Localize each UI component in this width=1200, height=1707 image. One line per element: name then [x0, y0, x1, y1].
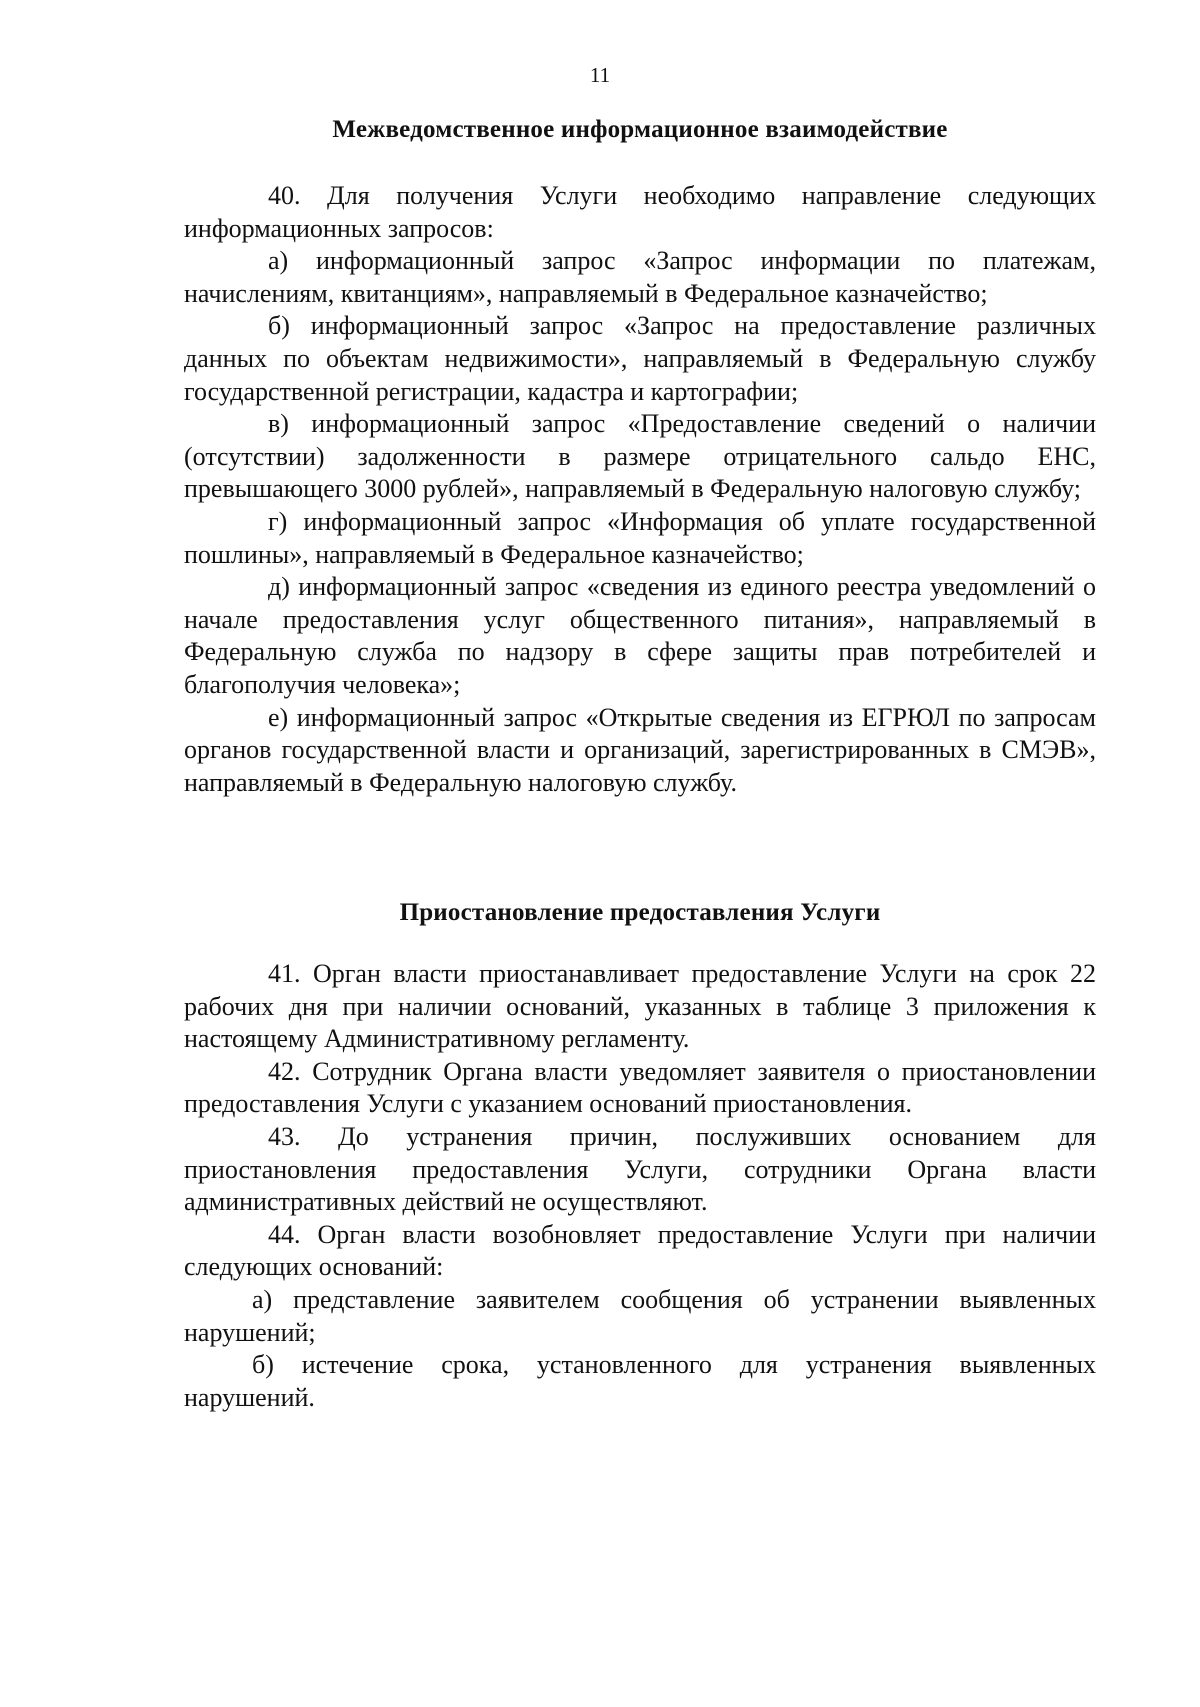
paragraph-40-d: д) информационный запрос «сведения из единого реестра уведомлений о начале предоставления услуг общественного питания», направляемый в Федеральную служба по надзору в сфере защиты прав потребителей и благополучия человека»; — [184, 572, 1096, 699]
paragraph-40-b: б) информационный запрос «Запрос на предоставление различных данных по объектам недвижимости», направляемый в Федеральную службу государственной регистрации, кадастра и картографии; — [184, 311, 1096, 406]
paragraph-40-g: г) информационный запрос «Информация об уплате государственной пошлины», направляемый в Федеральное казначейство; — [184, 506, 1096, 569]
paragraph-40-e: е) информационный запрос «Открытые сведения из ЕГРЮЛ по запросам органов государственной власти и организаций, зарегистрированных в СМЭВ», направляемый в Федеральную налоговую службу. — [184, 702, 1096, 797]
paragraph-44: 44. Орган власти возобновляет предоставление Услуги при наличии следующих оснований: — [184, 1219, 1096, 1282]
paragraph-40-a: а) информационный запрос «Запрос информации по платежам, начислениям, квитанциям», направляемый в Федеральное казначейство; — [184, 246, 1096, 308]
paragraph-44-b: б) истечение срока, установленного для устранения выявленных нарушений. — [184, 1350, 1096, 1412]
paragraph-41: 41. Орган власти приостанавливает предоставление Услуги на срок 22 рабочих дня при наличии оснований, указанных в таблице 3 приложения к настоящему Административному регламенту. — [184, 959, 1096, 1054]
section-body-interagency-interaction — [184, 180, 1096, 799]
section-title-interagency-interaction: Межведомственное информационное взаимодействие — [332, 116, 948, 143]
page-number: 11 — [589, 63, 611, 87]
paragraph-40: 40. Для получения Услуги необходимо направление следующих информационных запросов: — [184, 181, 1096, 243]
section-body-suspension — [184, 958, 1096, 1414]
section-title-suspension: Приостановление предоставления Услуги — [399, 899, 881, 926]
paragraph-42: 42. Сотрудник Органа власти уведомляет заявителя о приостановлении предоставления Услуги с указанием оснований приостановления. — [184, 1056, 1096, 1119]
paragraph-40-v: в) информационный запрос «Предоставление сведений о наличии (отсутствии) задолженности в размере отрицательного сальдо ЕНС, превышающего 3000 рублей», направляемый в Федеральную налоговую службу; — [184, 409, 1096, 504]
paragraph-44-a: а) представление заявителем сообщения об устранении выявленных нарушений; — [184, 1284, 1096, 1347]
paragraph-43: 43. До устранения причин, послуживших основанием для приостановления предоставления Услуги, сотрудники Органа власти административных действий не осуществляют. — [184, 1121, 1096, 1217]
